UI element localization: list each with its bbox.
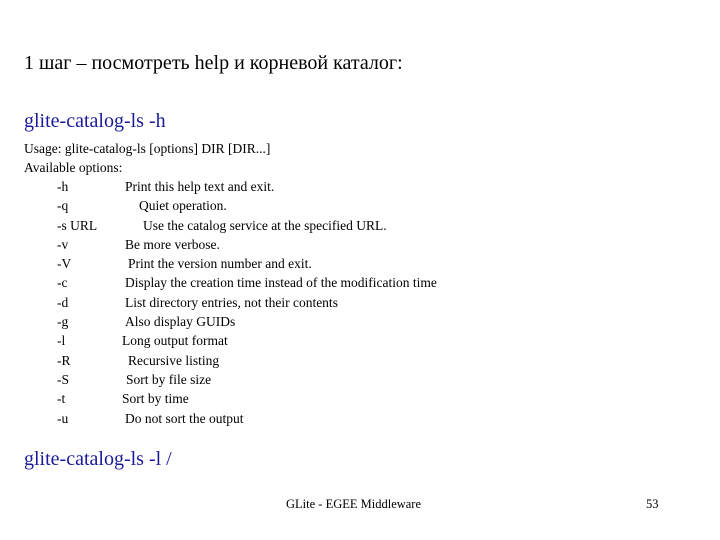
option-row xyxy=(0,177,720,196)
option-row xyxy=(0,273,720,292)
option-flag: -R xyxy=(57,352,71,368)
option-flag: -u xyxy=(57,410,69,426)
option-flag: -s URL xyxy=(57,217,98,233)
option-row xyxy=(0,216,720,235)
footer-text: GLite - EGEE Middleware xyxy=(286,497,422,511)
option-row xyxy=(0,409,720,428)
option-description: Recursive listing xyxy=(128,352,220,368)
command-list-root: glite-catalog-ls -l / xyxy=(24,448,172,470)
option-flag: -h xyxy=(57,179,69,194)
option-flag: -q xyxy=(57,198,69,214)
option-row xyxy=(0,370,720,389)
option-flag: -g xyxy=(57,314,69,330)
option-description: Use the catalog service at the specified URL. xyxy=(143,217,387,233)
page-number: 53 xyxy=(646,497,659,511)
option-row xyxy=(0,389,720,408)
option-description: Display the creation time instead of the modification time xyxy=(125,275,437,291)
usage-block xyxy=(24,139,270,177)
option-flag: -d xyxy=(57,294,69,310)
option-description: Print the version number and exit. xyxy=(128,256,312,272)
option-flag: -V xyxy=(57,256,72,272)
option-flag: -t xyxy=(57,391,66,407)
options-list xyxy=(0,177,720,428)
option-description: Sort by file size xyxy=(126,371,212,387)
option-description: Sort by time xyxy=(122,391,189,407)
option-description: List directory entries, not their contents xyxy=(125,294,338,310)
option-flag: -S xyxy=(57,371,70,387)
option-description: Long output format xyxy=(122,333,228,349)
option-row xyxy=(0,312,720,331)
option-description: Do not sort the output xyxy=(125,410,244,426)
option-flag: -c xyxy=(57,275,68,291)
option-row xyxy=(0,293,720,312)
option-description: Print this help text and exit. xyxy=(125,179,275,194)
option-row xyxy=(0,196,720,215)
option-row xyxy=(0,331,720,350)
option-row xyxy=(0,254,720,273)
option-description: Be more verbose. xyxy=(125,236,220,252)
option-row xyxy=(0,235,720,254)
command-help: glite-catalog-ls -h xyxy=(24,110,166,132)
available-options-label: Available options: xyxy=(24,160,123,175)
option-flag: -v xyxy=(57,236,69,252)
option-flag: -l xyxy=(57,333,66,349)
slide-heading: 1 шаг – посмотреть help и корневой каталог: xyxy=(24,52,403,74)
option-row xyxy=(0,351,720,370)
option-description: Quiet operation. xyxy=(139,198,227,214)
usage-line: Usage: glite-catalog-ls [options] DIR [DIR...] xyxy=(24,141,271,156)
option-description: Also display GUIDs xyxy=(125,314,236,330)
